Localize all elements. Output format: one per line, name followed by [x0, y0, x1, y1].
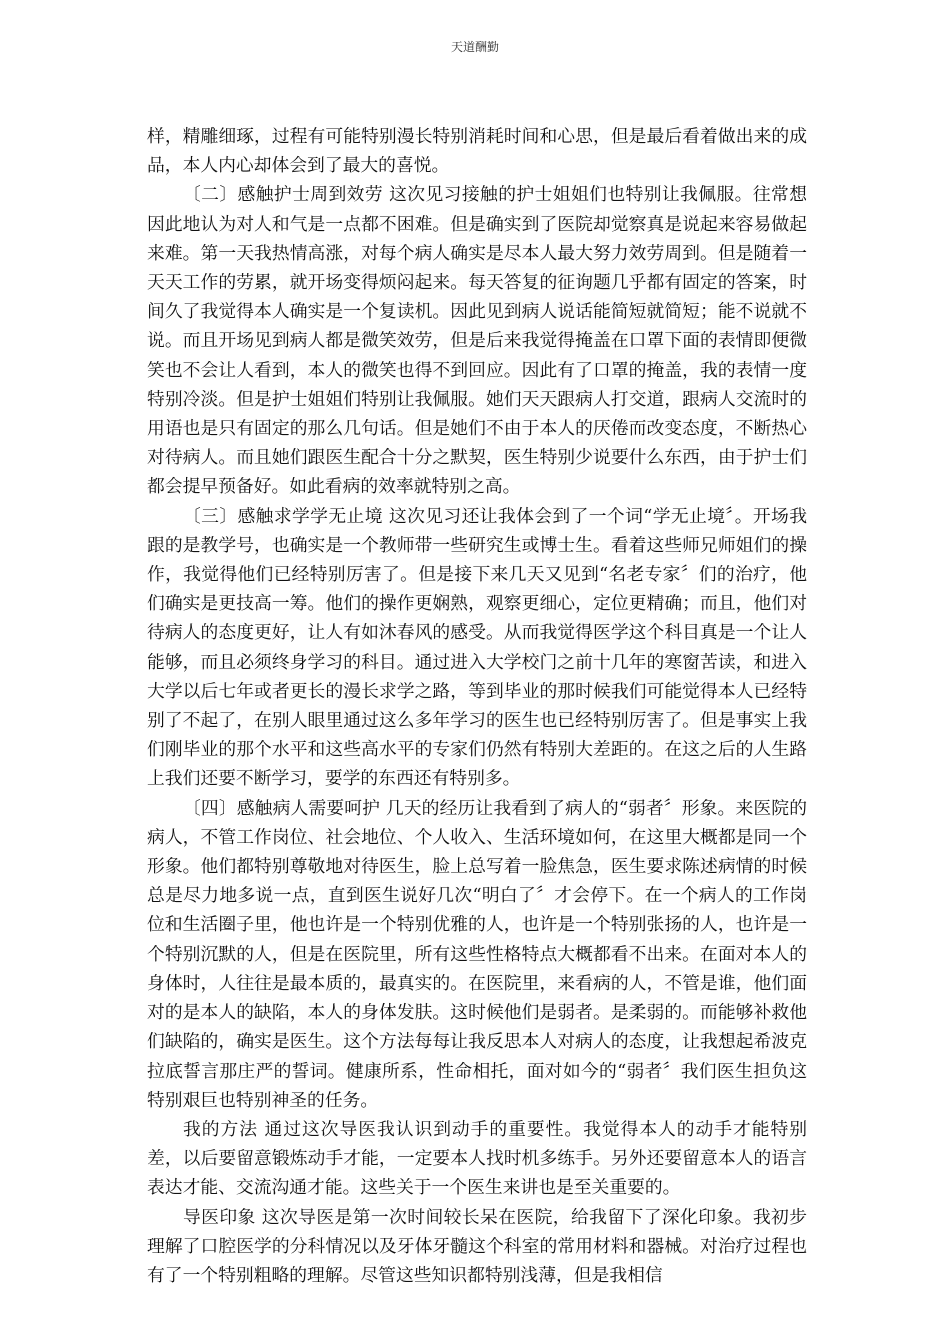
paragraph-continuation: 样，精雕细琢，过程有可能特别漫长特别消耗时间和心思，但是最后看着做出来的成品，本人内心却体会到了最大的喜悦。 [147, 126, 807, 177]
paragraph-impression: 导医印象 这次导医是第一次时间较长呆在医院，给我留下了深化印象。我初步理解了口腔医学的分科情况以及牙体牙髓这个科室的常用材料和器械。对治疗过程也有了一个特别粗略的理解。尽管这些知识都特别浅薄，但是我相信 [147, 1206, 807, 1286]
body-text [147, 122, 807, 1290]
page-header: 天道酬勤 [450, 40, 499, 54]
paragraph-endless-learning: 〔三〕感触求学学无止境 这次见习还让我体会到了一个词“学无止境〞。开场我跟的是教学号，也确实是一个教师带一些研究生或博士生。看着这些师兄师姐们的操作，我觉得他们已经特别厉害了。但是接下来几天又见到“名老专家〞们的治疗，他们确实是更技高一筹。他们的操作更娴熟，观察更细心，定位更精确；而且，他们对待病人的态度更好，让人有如沐春风的感受。从而我觉得医学这个科目真是一个让人能够，而且必须终身学习的科目。通过进入大学校门之前十几年的寒窗苦读，和进入大学以后七年或者更长的漫长求学之路，等到毕业的那时候我们可能觉得本人已经特别了不起了，在别人眼里通过这么多年学习的医生也已经特别厉害了。但是事实上我们刚毕业的那个水平和这些高水平的专家们仍然有特别大差距的。在这之后的人生路上我们还要不断学习，要学的东西还有特别多。 [147, 505, 807, 790]
paragraph-nurse-service: 〔二〕感触护士周到效劳 这次见习接触的护士姐姐们也特别让我佩服。往常想因此地认为对人和气是一点都不困难。但是确实到了医院却觉察真是说起来容易做起来难。第一天我热情高涨，对每个病人确实是尽本人最大努力效劳周到。但是随着一天天工作的劳累，就开场变得烦闷起来。每天答复的征询题几乎都有固定的答案，时间久了我觉得本人确实是一个复读机。因此见到病人说话能简短就简短；能不说就不说。而且开场见到病人都是微笑效劳，但是后来我觉得掩盖在口罩下面的表情即便微笑也不会让人看到，本人的微笑也得不到回应。因此有了口罩的掩盖，我的表情一度特别冷淡。但是护士姐姐们特别让我佩服。她们天天跟病人打交道，跟病人交流时的用语也是只有固定的那么几句话。但是她们不由于本人的厌倦而改变态度，不断热心对待病人。而且她们跟医生配合十分之默契，医生特别少说要什么东西，由于护士们都会提早预备好。如此看病的效率就特别之高。 [147, 184, 807, 498]
paragraph-patient-care: 〔四〕感触病人需要呵护 几天的经历让我看到了病人的“弱者〞形象。来医院的病人，不管工作岗位、社会地位、个人收入、生活环境如何，在这里大概都是同一个形象。他们都特别尊敬地对待医生，脸上总写着一脸焦急，医生要求陈述病情的时候总是尽力地多说一点，直到医生说好几次“明白了〞才会停下。在一个病人的工作岗位和生活圈子里，他也许是一个特别优雅的人，也许是一个特别张扬的人，也许是一个特别沉默的人，但是在医院里，所有这些性格特点大概都看不出来。在面对本人的身体时，人往往是最本质的，最真实的。在医院里，来看病的人，不管是谁，他们面对的是本人的缺陷，本人的身体发肤。这时候他们是弱者。是柔弱的。而能够补救他们缺陷的，确实是医生。这个方法每每让我反思本人对病人的态度，让我想起希波克拉底誓言那庄严的誓词。健康所系，性命相托，面对如今的“弱者〞我们医生担负这特别艰巨也特别神圣的任务。 [147, 797, 807, 1111]
paragraph-my-method: 我的方法 通过这次导医我认识到动手的重要性。我觉得本人的动手才能特别差，以后要留意锻炼动手才能，一定要本人找时机多练手。另外还要留意本人的语言表达才能、交流沟通才能。这些关于一个医生来讲也是至关重要的。 [147, 1118, 807, 1199]
